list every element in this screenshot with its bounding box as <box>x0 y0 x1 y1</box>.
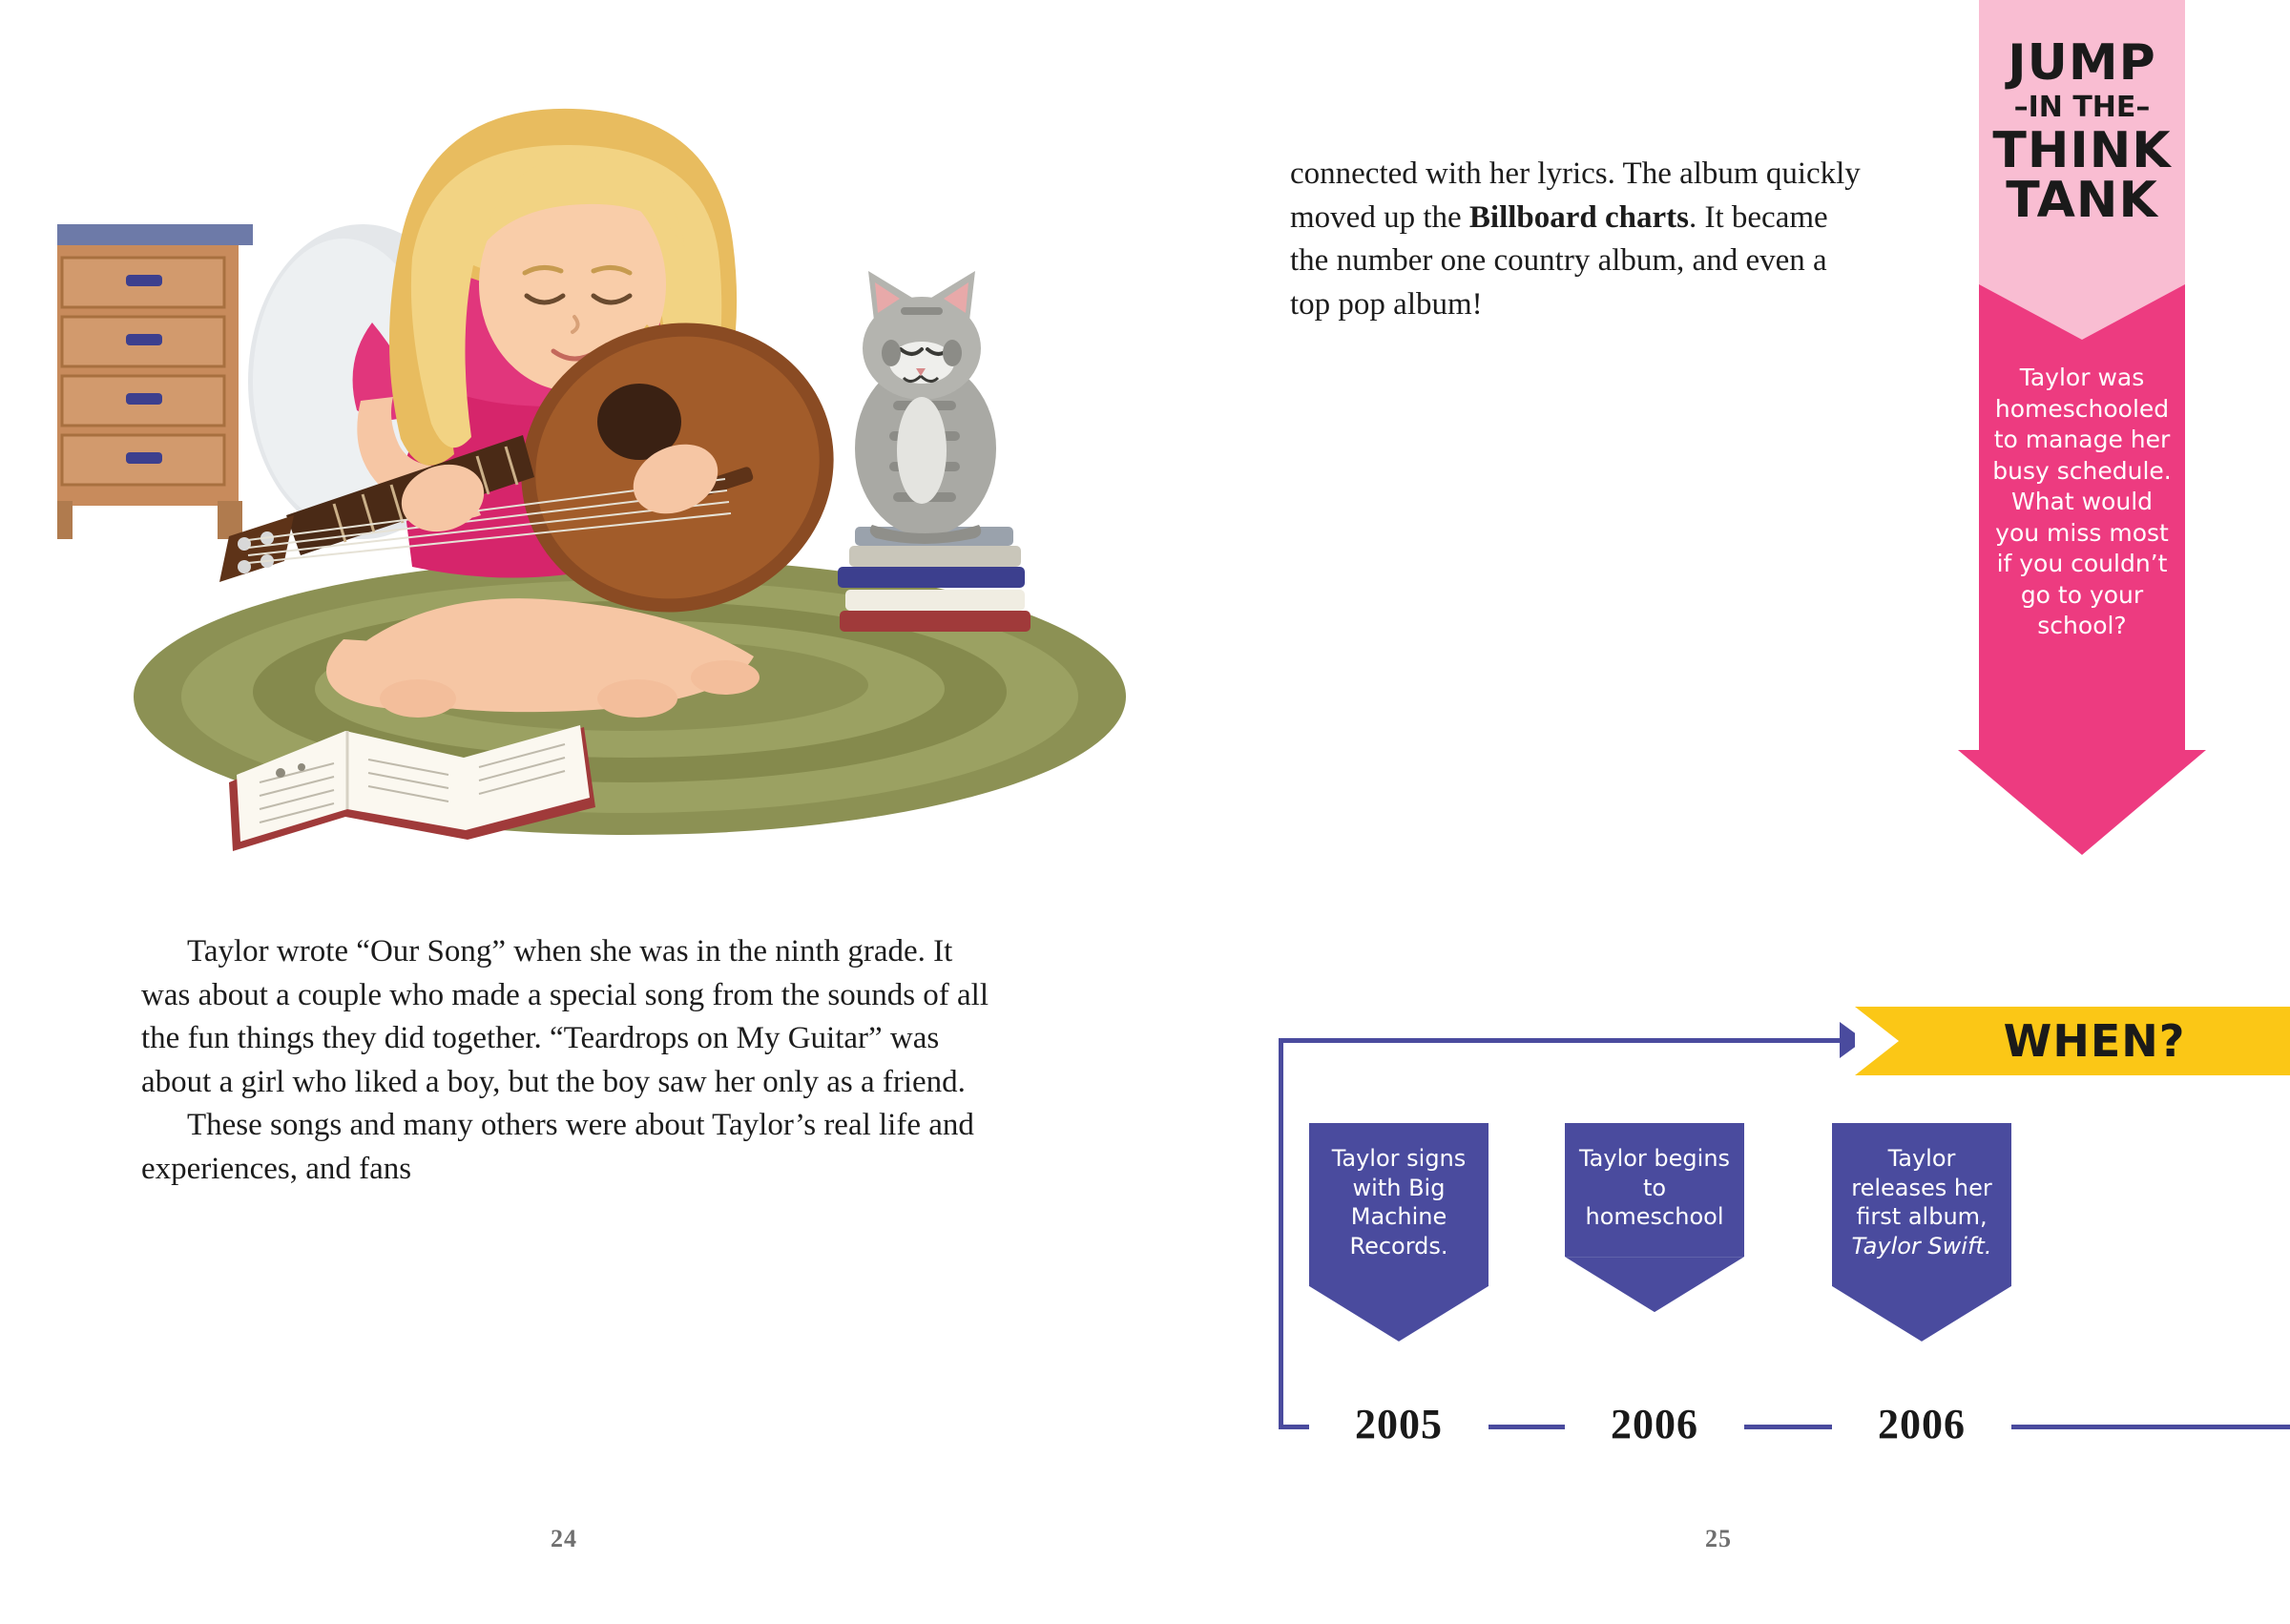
think-tank-title-line-4: TANK <box>2006 172 2158 229</box>
page-number-right: 25 <box>1705 1525 1732 1552</box>
timeline-event-2-album-title: Taylor Swift. <box>1851 1233 1992 1260</box>
taylor-playing-guitar-with-cat-illustration <box>57 67 1135 868</box>
timeline-vertical-line <box>1279 1038 1283 1429</box>
think-tank-title-line-3: THINK <box>1992 122 2172 179</box>
paragraph-connected <box>1290 153 1872 326</box>
timeline-event-0-pointer <box>1309 1286 1488 1342</box>
paragraph-our-song: Taylor wrote “Our Song” when she was in the ninth grade. It was about a couple who made a special song from the sounds of all the fun things they did together. “Teardrops on My Guitar” was about a girl who liked a boy, but the boy saw her only as a friend. <box>141 934 989 1099</box>
think-tank-title-line-1: JUMP <box>2008 34 2156 92</box>
body-part-2: . It became the number one country album, and even a top pop album! <box>1290 199 1828 322</box>
timeline-event-2-text-plain: Taylor releases her first album, <box>1851 1145 1992 1231</box>
timeline-event-2-pointer <box>1832 1286 2011 1342</box>
timeline-event-2-text <box>1832 1123 2011 1286</box>
when-banner-label: WHEN? <box>2003 1015 2186 1067</box>
timeline-event-0 <box>1309 1123 1488 1342</box>
timeline-year-1: 2006 <box>1611 1401 1698 1447</box>
paragraph-these-songs: These songs and many others were about Taylor’s real life and experiences, and fans <box>141 1108 974 1186</box>
timeline-event-1-text: Taylor begins to homeschool <box>1565 1123 1744 1257</box>
think-tank-arrowhead-icon <box>1958 750 2206 855</box>
think-tank-question: Taylor was homeschooled to manage her busy schedule. What would you miss most if you couldn’t go to your school? <box>1992 364 2172 639</box>
think-tank-title-line-2: –IN THE– <box>2013 91 2151 124</box>
timeline-year-0: 2005 <box>1355 1401 1443 1447</box>
timeline-event-1 <box>1565 1123 1744 1312</box>
timeline-horizontal-line <box>1279 1038 1863 1043</box>
think-tank-title <box>1979 34 2185 229</box>
timeline-event-2 <box>1832 1123 2011 1342</box>
billboard-charts-bold: Billboard charts <box>1468 199 1689 235</box>
timeline-event-0-text: Taylor signs with Big Machine Records. <box>1309 1123 1488 1286</box>
right-page-body-text <box>1290 153 1872 326</box>
page-number-left: 24 <box>551 1525 577 1552</box>
when-timeline <box>1279 1007 2290 1503</box>
timeline-event-1-pointer <box>1565 1257 1744 1312</box>
body-part-1: connected with her lyrics. The album quickly moved up the <box>1290 156 1861 235</box>
left-page-body-text <box>141 930 1000 1191</box>
timeline-year-2: 2006 <box>1878 1401 1966 1447</box>
jump-in-the-think-tank-callout <box>1958 0 2206 859</box>
